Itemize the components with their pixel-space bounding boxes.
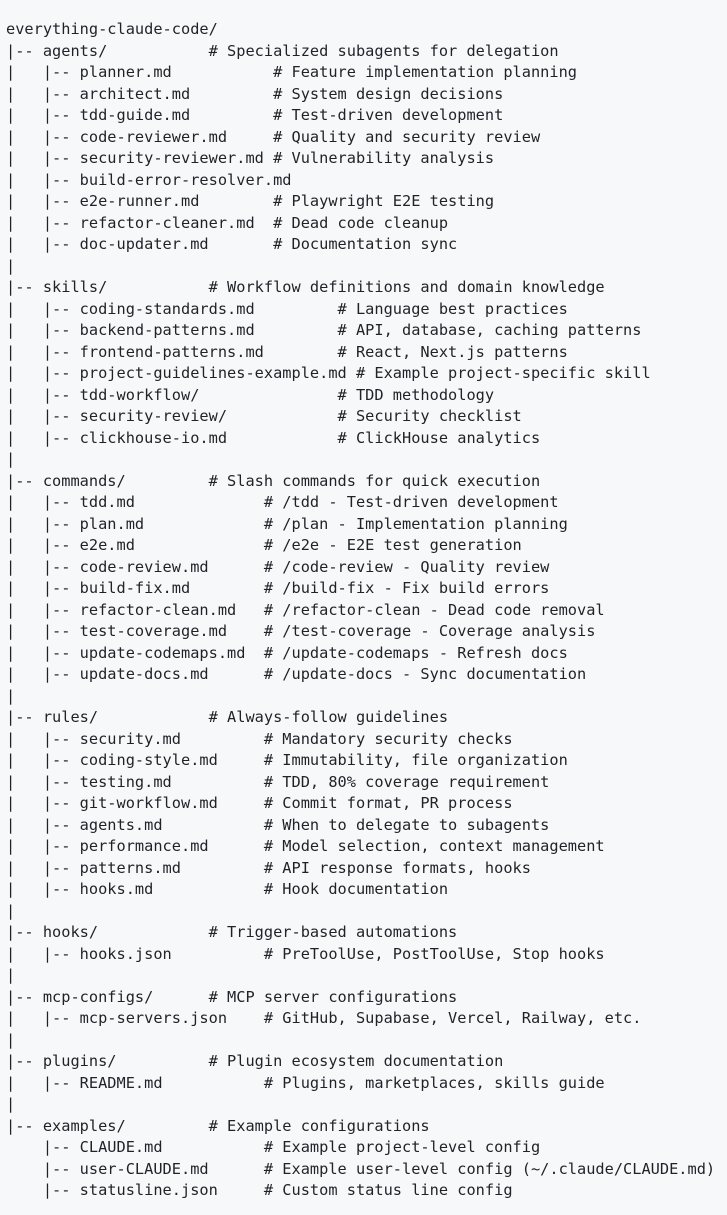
tree-line: | |-- clickhouse-io.md # ClickHouse analytics bbox=[6, 428, 541, 447]
tree-line: | |-- coding-style.md # Immutability, file organization bbox=[6, 751, 568, 770]
tree-line: | |-- security.md # Mandatory security checks bbox=[6, 729, 513, 748]
tree-line: |-- plugins/ # Plugin ecosystem documentation bbox=[6, 1052, 504, 1071]
tree-line: | |-- build-error-resolver.md bbox=[6, 170, 292, 189]
tree-line: |-- agents/ # Specialized subagents for delegation bbox=[6, 41, 559, 60]
tree-line: | |-- refactor-clean.md # /refactor-clean - Dead code removal bbox=[6, 600, 605, 619]
tree-line: | bbox=[6, 1095, 16, 1114]
tree-line: | |-- hooks.json # PreToolUse, PostToolUse, Stop hooks bbox=[6, 944, 605, 963]
tree-line: | |-- testing.md # TDD, 80% coverage requirement bbox=[6, 772, 550, 791]
tree-line: | |-- tdd-guide.md # Test-driven development bbox=[6, 106, 504, 125]
tree-line: | |-- code-reviewer.md # Quality and security review bbox=[6, 127, 541, 146]
tree-line: | |-- hooks.md # Hook documentation bbox=[6, 880, 449, 899]
tree-line: | |-- e2e-runner.md # Playwright E2E testing bbox=[6, 192, 495, 211]
tree-line: | |-- tdd-workflow/ # TDD methodology bbox=[6, 385, 495, 404]
tree-line: | |-- planner.md # Feature implementation planning bbox=[6, 63, 577, 82]
tree-line: | |-- refactor-cleaner.md # Dead code cleanup bbox=[6, 213, 449, 232]
tree-line: |-- rules/ # Always-follow guidelines bbox=[6, 708, 449, 727]
tree-line: | |-- backend-patterns.md # API, database, caching patterns bbox=[6, 321, 642, 340]
directory-tree-code-block bbox=[0, 15, 727, 1215]
tree-line: |-- statusline.json # Custom status line config bbox=[6, 1181, 513, 1200]
tree-line: | |-- security-reviewer.md # Vulnerability analysis bbox=[6, 149, 495, 168]
tree-line: | |-- patterns.md # API response formats, hooks bbox=[6, 858, 531, 877]
tree-line: |-- commands/ # Slash commands for quick execution bbox=[6, 471, 541, 490]
tree-line: | |-- performance.md # Model selection, context management bbox=[6, 837, 605, 856]
tree-line: |-- user-CLAUDE.md # Example user-level config (~/.claude/CLAUDE.md) bbox=[6, 1159, 716, 1178]
tree-line: | |-- coding-standards.md # Language best practices bbox=[6, 299, 568, 318]
tree-line: | |-- mcp-servers.json # GitHub, Supabase, Vercel, Railway, etc. bbox=[6, 1009, 642, 1028]
tree-line: | bbox=[6, 686, 16, 705]
tree-line: | bbox=[6, 966, 16, 985]
tree-line: | |-- plan.md # /plan - Implementation planning bbox=[6, 514, 568, 533]
tree-line: | |-- update-docs.md # /update-docs - Sync documentation bbox=[6, 665, 587, 684]
tree-line: | |-- frontend-patterns.md # React, Next.js patterns bbox=[6, 342, 568, 361]
tree-line: |-- skills/ # Workflow definitions and domain knowledge bbox=[6, 278, 605, 297]
tree-line: | |-- git-workflow.md # Commit format, PR process bbox=[6, 794, 513, 813]
tree-line: | |-- test-coverage.md # /test-coverage - Coverage analysis bbox=[6, 622, 596, 641]
tree-root: everything-claude-code/ bbox=[6, 20, 218, 39]
tree-line: |-- CLAUDE.md # Example project-level config bbox=[6, 1138, 541, 1157]
tree-line: | |-- agents.md # When to delegate to subagents bbox=[6, 815, 550, 834]
tree-line: | |-- README.md # Plugins, marketplaces, skills guide bbox=[6, 1073, 605, 1092]
tree-line: | |-- security-review/ # Security checklist bbox=[6, 407, 522, 426]
tree-line: | |-- architect.md # System design decisions bbox=[6, 84, 504, 103]
tree-line: | bbox=[6, 256, 16, 275]
tree-line: | bbox=[6, 450, 16, 469]
tree-line: |-- examples/ # Example configurations bbox=[6, 1116, 430, 1135]
tree-line: | |-- doc-updater.md # Documentation sync bbox=[6, 235, 458, 254]
tree-line: | |-- code-review.md # /code-review - Quality review bbox=[6, 557, 550, 576]
tree-line: |-- mcp-configs/ # MCP server configurations bbox=[6, 987, 458, 1006]
tree-line: |-- hooks/ # Trigger-based automations bbox=[6, 923, 458, 942]
tree-line: | |-- tdd.md # /tdd - Test-driven development bbox=[6, 493, 559, 512]
tree-line: | |-- build-fix.md # /build-fix - Fix build errors bbox=[6, 579, 550, 598]
tree-line: | |-- update-codemaps.md # /update-codemaps - Refresh docs bbox=[6, 643, 568, 662]
tree-line: | bbox=[6, 901, 16, 920]
tree-line: | |-- e2e.md # /e2e - E2E test generation bbox=[6, 536, 522, 555]
tree-line: | bbox=[6, 1030, 16, 1049]
tree-line: | |-- project-guidelines-example.md # Example project-specific skill bbox=[6, 364, 651, 383]
